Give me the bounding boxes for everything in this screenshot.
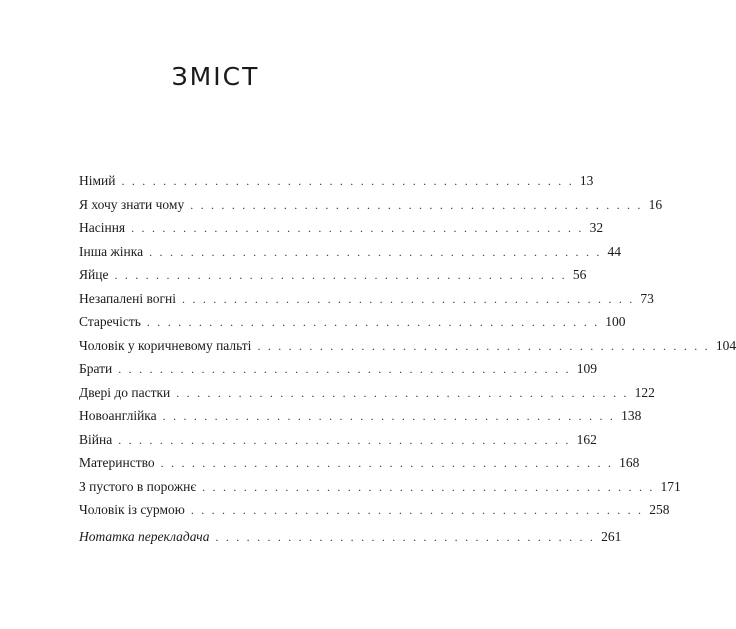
toc-entry-title: Незапалені вогні <box>79 290 177 306</box>
toc-leader-dots: . . . . . . . . . . . . . . . . . . . . . . . . . . . . . . . . . . . . . . . . . . . . <box>149 244 602 259</box>
toc-leader-dots: . . . . . . . . . . . . . . . . . . . . . . . . . . . . . . . . . . . . . <box>215 530 596 544</box>
toc-entry[interactable] <box>79 337 736 362</box>
toc-entry[interactable] <box>79 290 654 315</box>
toc-leader-dots: . . . . . . . . . . . . . . . . . . . . . . . . . . . . . . . . . . . . . . . . . . . . <box>190 197 643 212</box>
toc-entry[interactable] <box>79 267 587 291</box>
toc-entry-title: Старечість <box>79 314 141 329</box>
toc-entry-title: Я хочу знати чому <box>79 196 185 212</box>
toc-leader-dots: . . . . . . . . . . . . . . . . . . . . . . . . . . . . . . . . . . . . . . . . . . . . <box>160 456 614 470</box>
page-title: ЗМІСТ <box>171 62 260 91</box>
toc-entry-page: 73 <box>640 290 654 306</box>
toc-leader-dots: . . . . . . . . . . . . . . . . . . . . . . . . . . . . . . . . . . . . . . . . . . . . <box>182 291 635 306</box>
toc-leader-dots: . . . . . . . . . . . . . . . . . . . . . . . . . . . . . . . . . . . . . . . . . . . . <box>190 503 644 517</box>
toc-entry[interactable] <box>79 455 640 479</box>
toc-entry-page: 104 <box>715 337 736 353</box>
toc-entry-title: Чоловік у коричневому пальті <box>79 337 252 353</box>
toc-entry[interactable] <box>79 173 594 197</box>
toc-leader-dots: . . . . . . . . . . . . . . . . . . . . . . . . . . . . . . . . . . . . . . . . . . . . <box>202 479 655 494</box>
toc-entry[interactable] <box>79 478 681 503</box>
toc-leader-dots: . . . . . . . . . . . . . . . . . . . . . . . . . . . . . . . . . . . . . . . . . . . . <box>114 268 567 282</box>
toc-entry-title: Війна <box>79 431 113 447</box>
toc-leader-dots: . . . . . . . . . . . . . . . . . . . . . . . . . . . . . . . . . . . . . . . . . . . . <box>146 315 600 329</box>
toc-entry-page: 258 <box>649 502 670 517</box>
toc-entry-page: 13 <box>579 173 594 188</box>
toc-entry-title: Насіння <box>79 220 126 235</box>
toc-leader-dots: . . . . . . . . . . . . . . . . . . . . . . . . . . . . . . . . . . . . . . . . . . . . <box>121 174 574 188</box>
toc-leader-dots: . . . . . . . . . . . . . . . . . . . . . . . . . . . . . . . . . . . . . . . . . . . . <box>176 385 629 400</box>
toc-entry[interactable] <box>79 220 604 244</box>
toc-entry-page: 171 <box>660 478 681 494</box>
toc-entry[interactable] <box>79 502 670 526</box>
toc-entry-title: Німий <box>79 173 116 188</box>
toc-list <box>79 173 736 526</box>
toc-entry-page: 138 <box>621 408 642 423</box>
toc-leader-dots: . . . . . . . . . . . . . . . . . . . . . . . . . . . . . . . . . . . . . . . . . . . . <box>162 409 616 423</box>
toc-entry-title: Двері до пастки <box>79 384 171 400</box>
toc-entry-page: 56 <box>572 267 587 282</box>
toc-entry-page: 162 <box>576 431 597 447</box>
toc-entry[interactable] <box>79 243 622 268</box>
toc-entry[interactable] <box>79 314 626 338</box>
toc-entry[interactable] <box>79 408 642 432</box>
toc-leader-dots: . . . . . . . . . . . . . . . . . . . . . . . . . . . . . . . . . . . . . . . . . . . . <box>257 338 710 353</box>
toc-entry[interactable] <box>79 431 597 456</box>
toc-entry-title: Інша жінка <box>79 243 144 259</box>
toc-leader-dots: . . . . . . . . . . . . . . . . . . . . . . . . . . . . . . . . . . . . . . . . . . . . <box>118 432 571 447</box>
toc-entry[interactable] <box>79 361 597 385</box>
toc-entry-title: З пустого в порожнє <box>79 478 197 494</box>
toc-entry-page: 109 <box>576 361 597 376</box>
toc-leader-dots: . . . . . . . . . . . . . . . . . . . . . . . . . . . . . . . . . . . . . . . . . . . . <box>118 362 571 376</box>
toc-entry-page: 168 <box>619 455 640 470</box>
toc-entry-page: 122 <box>634 384 655 400</box>
toc-entry-title: Чоловік із сурмою <box>79 502 185 517</box>
toc-entry-page: 32 <box>589 220 604 235</box>
toc-entry-page: 261 <box>601 529 622 544</box>
toc-entry-title: Материнство <box>79 455 155 470</box>
toc-entry-title: Яйце <box>79 267 109 282</box>
toc-entry-title: Брати <box>79 361 113 376</box>
toc-entry-title: Новоанглійка <box>79 408 157 423</box>
toc-entry[interactable] <box>79 196 663 221</box>
toc-entry-page: 16 <box>648 196 663 212</box>
toc-entry-translator-note[interactable] <box>79 529 622 553</box>
toc-entry-title: Нотатка перекладача <box>79 529 210 544</box>
toc-entry-page: 100 <box>605 314 626 329</box>
toc-entry[interactable] <box>79 384 655 409</box>
toc-leader-dots: . . . . . . . . . . . . . . . . . . . . . . . . . . . . . . . . . . . . . . . . . . . . <box>131 221 584 235</box>
toc-note-list <box>79 529 622 553</box>
toc-entry-page: 44 <box>607 243 622 259</box>
